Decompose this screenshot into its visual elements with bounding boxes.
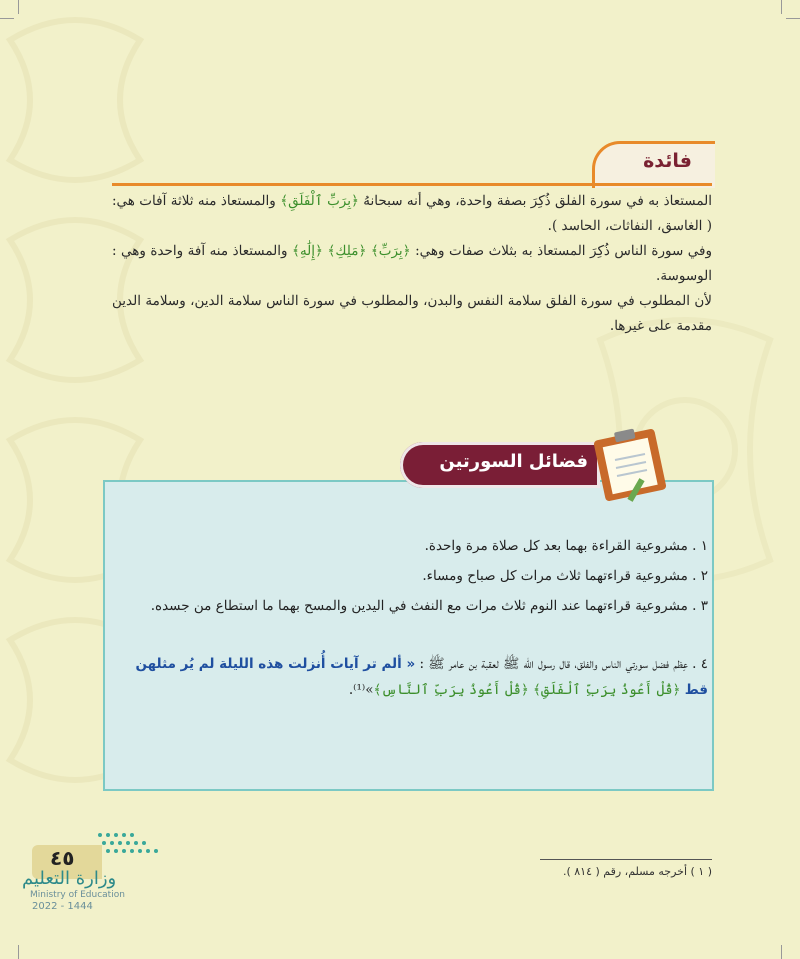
faida-p2-verse-1: ﴿بِرَبِّ﴾ — [370, 243, 411, 259]
faida-p1-verse: ﴿بِرَبِّ ٱلْفَلَقِ﴾ — [280, 193, 359, 209]
virtue-item-4 — [118, 651, 708, 703]
footnote-rule — [540, 859, 712, 860]
virtue-item-4-verse-1: ﴿قُلْ أَعُوذُ بِرَبِّ ٱلْفَلَقِ﴾ — [533, 682, 681, 698]
virtue-item-4-hadith: « ألم تر آيات أُنزلت هذه الليلة لم يُر مثلهن قط — [135, 656, 708, 698]
faida-paragraph-2 — [112, 239, 712, 289]
virtue-item-1: ١ . مشروعية القراءة بهما بعد كل صلاة مرة واحدة. — [424, 538, 708, 554]
virtue-item-4-text: ٤ . عِظم فضل سورتي الناس والفلق، قال رسول الله ﷺ لعقبة بن عامر ﷺ : — [415, 656, 708, 672]
ministry-logo-text: وزارة التعليم — [22, 868, 117, 889]
crop-mark — [781, 0, 782, 14]
ministry-logo-dots — [95, 830, 175, 860]
virtues-card — [103, 480, 714, 791]
virtue-item-3: ٣ . مشروعية قراءتهما عند النوم ثلاث مرات مع النفث في اليدين والمسح بهما ما استطاع من جسده. — [150, 598, 708, 614]
faida-p1-text-a: المستعاذ به في سورة الفلق ذُكِرَ بصفة واحدة، وهي أنه سبحانهُ — [358, 193, 712, 209]
ministry-logo-text-en: Ministry of Education — [30, 890, 125, 900]
faida-title: فائدة — [643, 150, 692, 172]
faida-p2-verse-3: ﴿إِلَٰهِ﴾ — [292, 243, 323, 259]
faida-p2-text-b: والمستعاذ منه آفة واحدة وهي : الوسوسة. — [112, 243, 712, 284]
faida-paragraph-3: لأن المطلوب في سورة الفلق سلامة النفس والبدن، والمطلوب في سورة الناس سلامة الدين، وسلامة الدين مقدمة على غيرها. — [112, 293, 712, 334]
edition-year: 2022 - 1444 — [32, 901, 93, 912]
faida-p2-text-a: وفي سورة الناس ذُكِرَ المستعاذ به بثلاث صفات وهي: — [410, 243, 712, 259]
crop-mark — [786, 18, 800, 19]
faida-paragraph-1 — [112, 189, 712, 239]
faida-p1-text-b: والمستعاذ منه ثلاثة آفات هي: ( الغاسق، النفاثات، الحاسد ). — [112, 193, 712, 234]
virtues-title: فضائل السورتين — [439, 451, 588, 472]
faida-header-rule — [112, 183, 712, 186]
virtue-item-4-end: »⁽¹⁾. — [348, 682, 374, 698]
clipboard-icon — [585, 420, 675, 510]
virtue-item-4-verse-2: ﴿قُلْ أَعُوذُ بِرَبِّ ٱلنَّاسِ﴾ — [373, 682, 529, 698]
crop-mark — [781, 945, 782, 959]
virtue-item-2: ٢ . مشروعية قراءتهما ثلاث مرات كل صباح ومساء. — [422, 568, 708, 584]
page-number: ٤٥ — [50, 846, 75, 870]
faida-p2-verse-2: ﴿مَلِكِ﴾ — [327, 243, 367, 259]
footnote: ( ١ ) أخرجه مسلم، رقم ( ٨١٤ ). — [562, 865, 712, 878]
